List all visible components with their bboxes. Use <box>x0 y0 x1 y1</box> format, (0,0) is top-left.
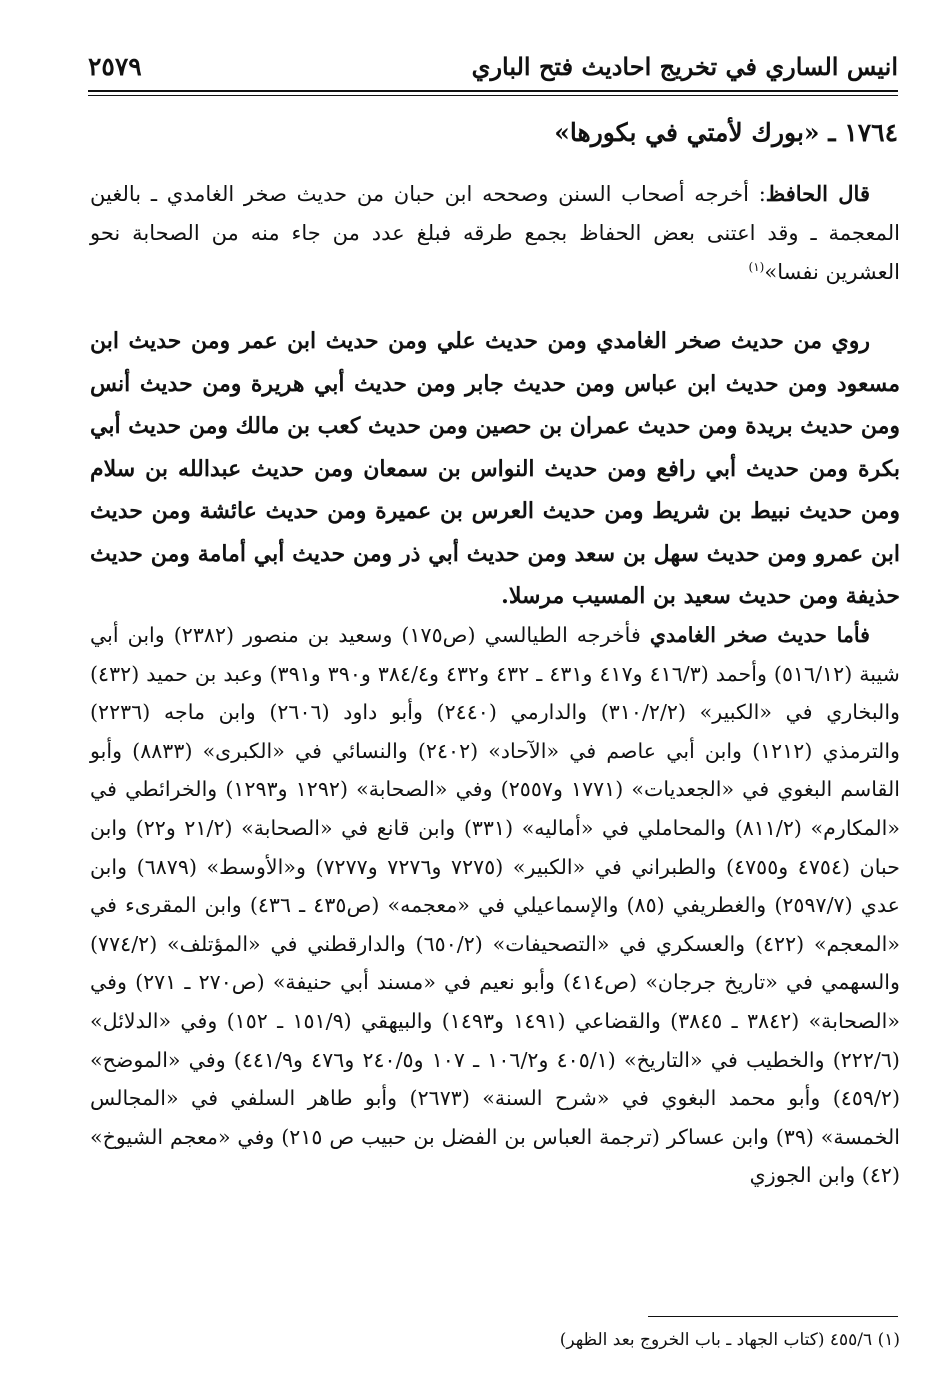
page-number: ٢٥٧٩ <box>88 52 142 81</box>
footnote-marker: (١) <box>748 260 765 274</box>
narrators-paragraph: روي من حديث صخر الغامدي ومن حديث علي ومن حديث ابن عمر ومن حديث ابن مسعود ومن حديث ابن عباس ومن حديث جابر ومن حديث أبي هريرة ومن حديث أنس ومن حديث بريدة ومن حديث عمران بن حصين ومن حديث كعب بن مالك ومن حديث أبي بكرة ومن حديث أبي رافع ومن حديث النواس بن سمعان ومن حديث عبدالله بن سلام ومن حديث نبيط بن شريط ومن حديث العرس بن عميرة ومن حديث عائشة ومن حديث ابن عمرو ومن حديث سهل بن سعد ومن حديث أبي ذر ومن حديث أبي أمامة ومن حديث حذيفة ومن حديث سعيد بن المسيب مرسلا. <box>90 328 900 609</box>
hafiz-label: قال الحافظ <box>765 181 870 206</box>
hadith-entry-title: ١٧٦٤ ـ «بورك لأمتي في بكورها» <box>554 118 898 147</box>
hafiz-quote-text: : أخرجه أصحاب السنن وصححه ابن حبان من حديث صخر الغامدي ـ بالغين المعجمة ـ وقد اعتنى بعض الحفاظ بجمع طرقه فبلغ عدد من جاء منه من الصحابة نحو العشرين نفسا» <box>90 182 900 284</box>
book-title: انيس الساري في تخريج احاديث فتح الباري <box>471 52 898 81</box>
footnote-rule <box>648 1316 898 1317</box>
hafiz-quote-paragraph <box>90 174 900 292</box>
footnote: (١) ٤٥٥/٦ (كتاب الجهاد ـ باب الخروج بعد الظهر) <box>559 1330 900 1350</box>
takhrij-text: فأخرجه الطيالسي (ص١٧٥) وسعيد بن منصور (٢٣٨٢) وابن أبي شيبة (٥١٦/١٢) وأحمد (٤١٦/٣ و٤١٧ و٤٣١ ـ ٤٣٢ و٤٣٢ و٣٨٤/٤ و٣٩٠ و٣٩١) وعبد بن حميد (٤٣٢) والبخاري في «الكبير» (٣١٠/٢/٢) والدارمي (٢٤٤٠) وأبو داود (٢٦٠٦) وابن ماجه (٢٢٣٦) والترمذي (١٢١٢) وابن أبي عاصم في «الآحاد» (٢٤٠٢) والنسائي في «الكبرى» (٨٨٣٣) وأبو القاسم البغوي في «الجعديات» (١٧٧١ و٢٥٥٧) وفي «الصحابة» (١٢٩٢ و١٢٩٣) والخرائطي في «المكارم» (٨١١/٢) والمحاملي في «أماليه» (٣٣١) وابن قانع في «الصحابة» (٢١/٢ و٢٢) وابن حبان (٤٧٥٤ و٤٧٥٥) والطبراني في «الكبير» (٧٢٧٥ و٧٢٧٦ و٧٢٧٧) و«الأوسط» (٦٨٧٩) وابن عدي (٢٥٩٧/٧) والغطريفي (٨٥) والإسماعيلي في «معجمه» (ص٤٣٥ ـ ٤٣٦) وابن المقرىء في «المعجم» (٤٢٢) والعسكري في «التصحيفات» (٦٥٠/٢) والدارقطني في «المؤتلف» (٧٧٤/٢) والسهمي في «تاريخ جرجان» (ص٤١٤) وأبو نعيم في «مسند أبي حنيفة» (ص٢٧٠ ـ ٢٧١) وفي «الصحابة» (٣٨٤٢ ـ ٣٨٤٥) والقضاعي (١٤٩١ و١٤٩٣) والبيهقي (١٥١/٩ ـ ١٥٢) وفي «الدلائل» (٢٢٢/٦) والخطيب في «التاريخ» (٤٠٥/١ و١٠٦/٢ ـ ١٠٧ و٢٤٠/٥ و٤٧٦ و٤٤١/٩) وفي «الموضح» (٤٥٩/٢) وأبو محمد البغوي في «شرح السنة» (٢٦٧٣) وأبو طاهر السلفي في «المجالس الخمسة» (٣٩) وابن عساكر (ترجمة العباس بن الفضل بن حبيب ص ٢١٥) وفي «معجم الشيوخ» (٤٢) وابن الجوزي <box>90 623 901 1188</box>
running-header <box>88 52 898 92</box>
header-rule <box>88 90 898 92</box>
takhrij-paragraph <box>90 616 900 1195</box>
takhrij-lead: فأما حديث صخر الغامدي <box>649 623 870 647</box>
header-rule-thin <box>88 95 898 96</box>
